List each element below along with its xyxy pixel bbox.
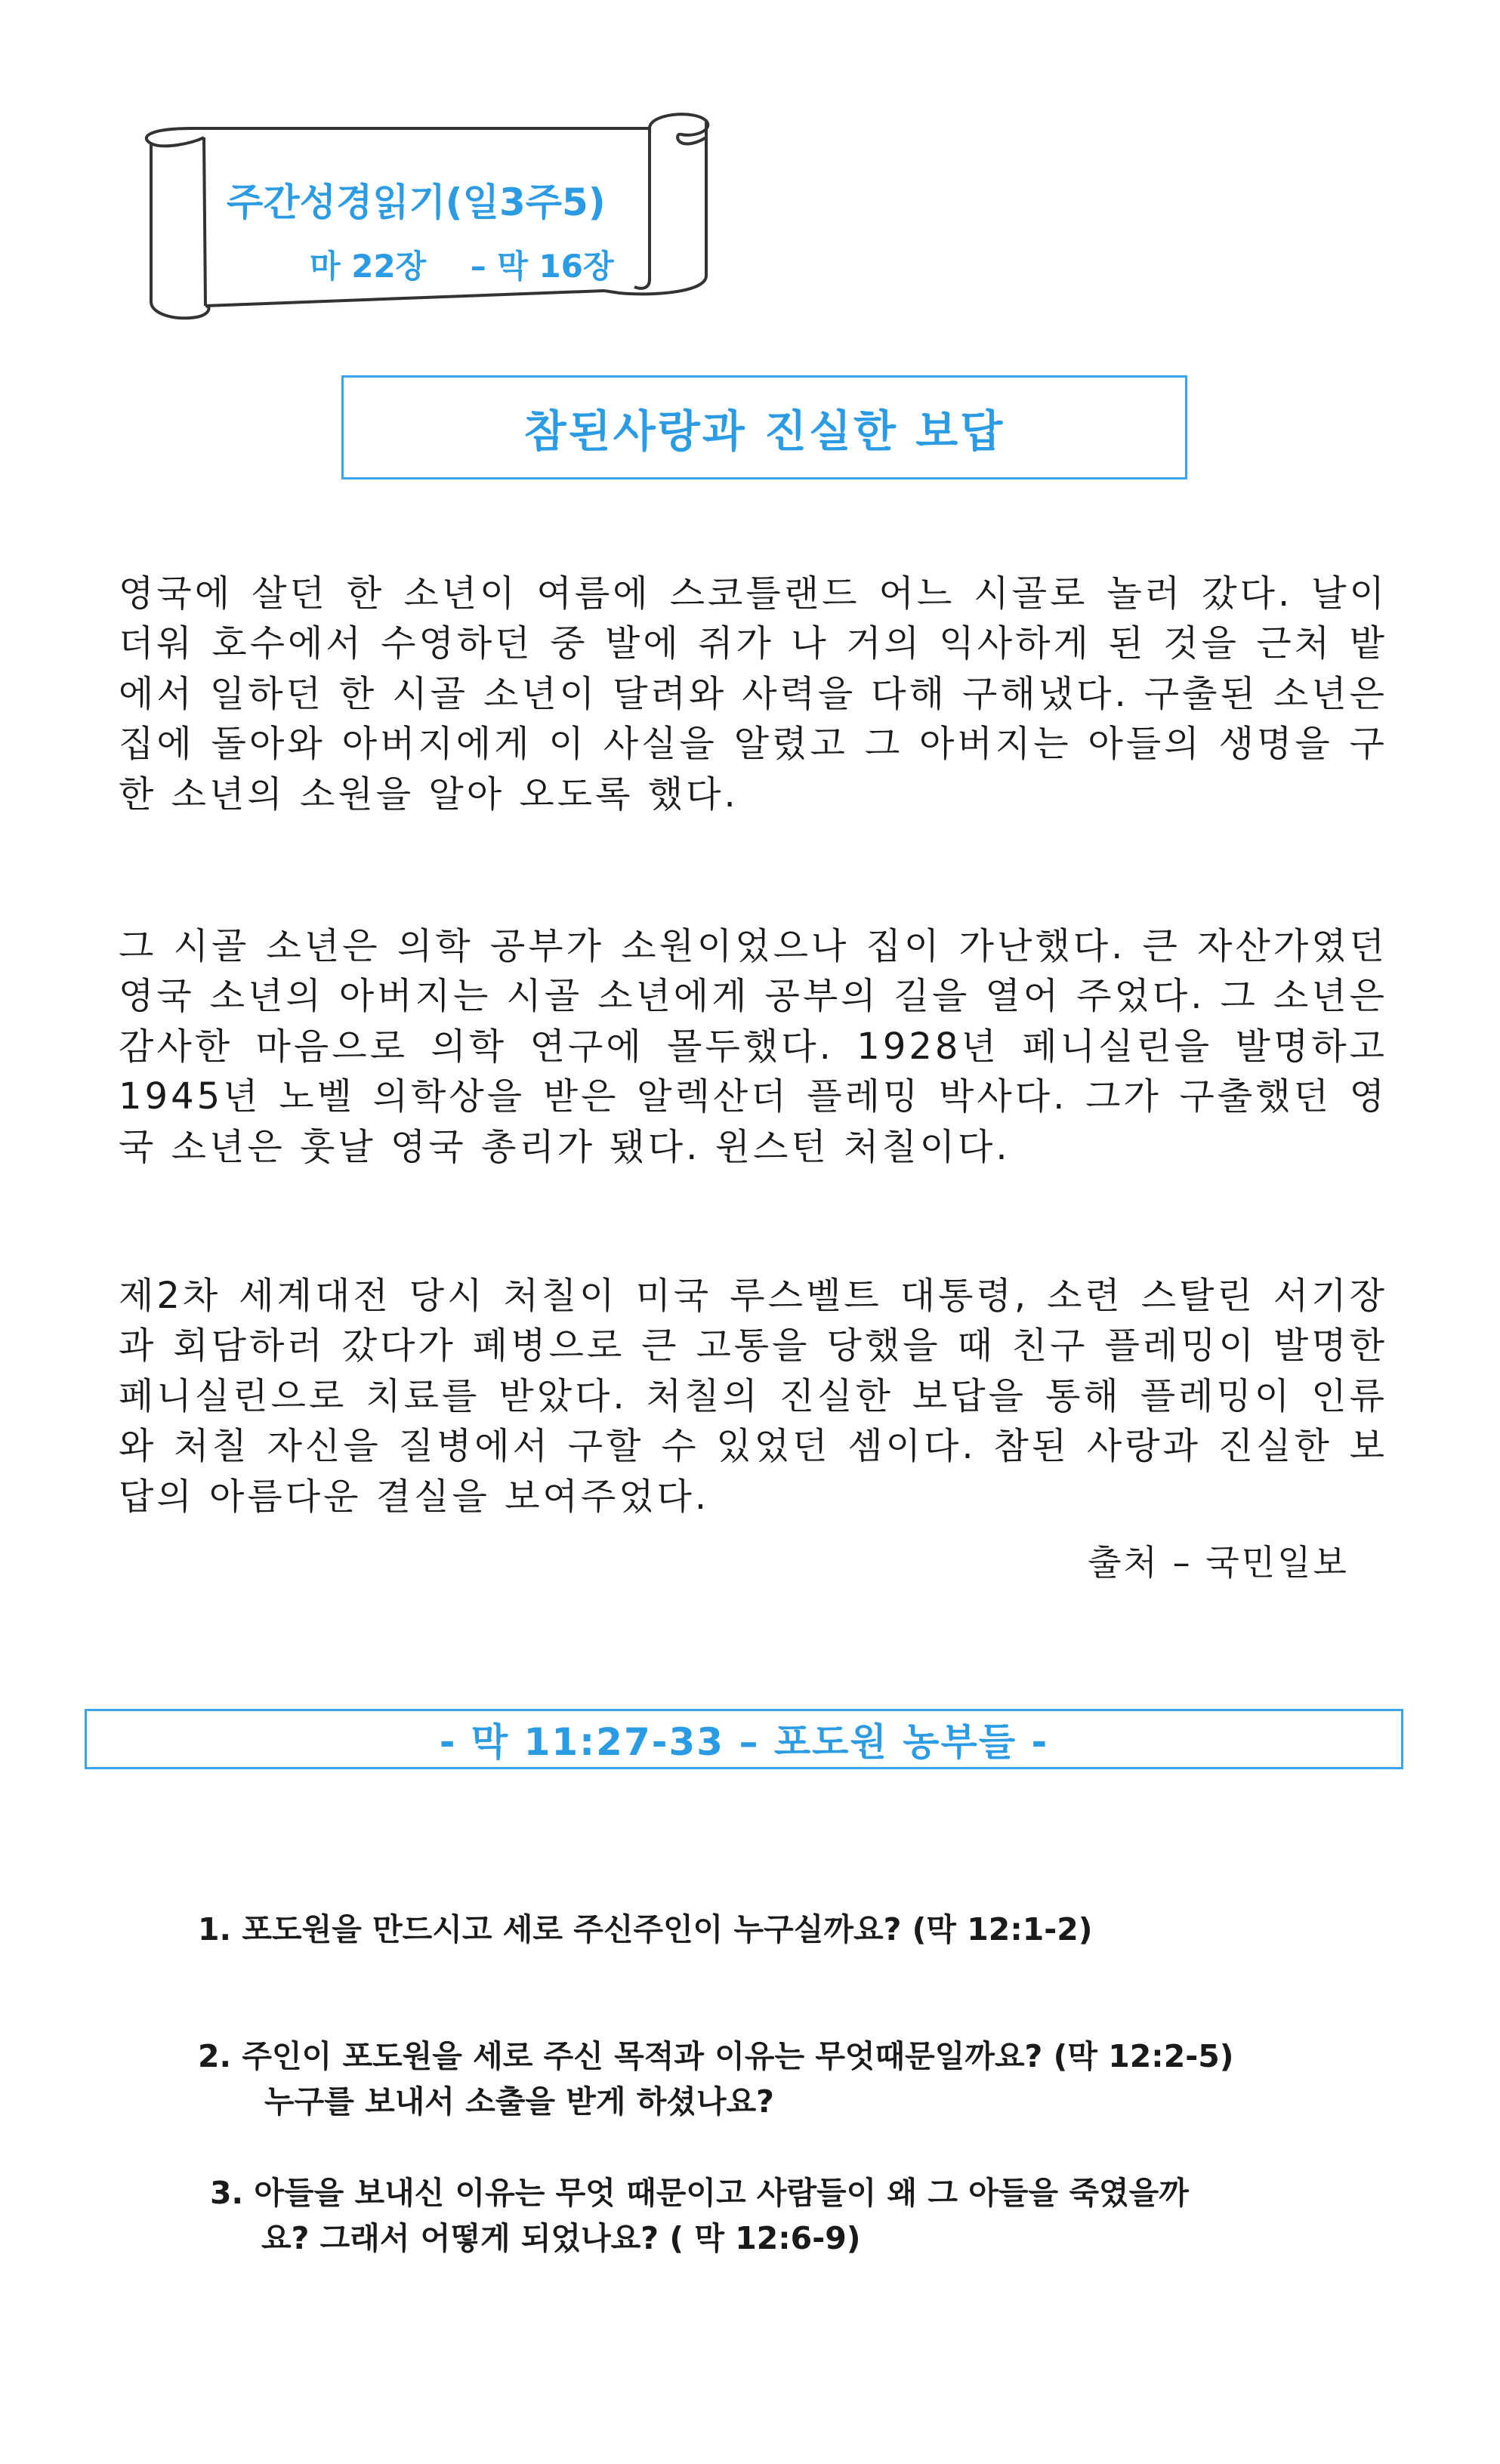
article-paragraph: 제2차 세계대전 당시 처칠이 미국 루스벨트 대통령, 소련 스탈린 서기장과 회담하러 갔다가 폐병으로 큰 고통을 당했을 때 친구 플레밍이 발명한 페니실린으로 치료를 받았다. 처칠의 진실한 보답을 통해 플레밍이 인류와 처칠 자신을 질병에서 구할 수 있었던 셈이다. 참된 사랑과 진실한 보답의 아름다운 결실을 보여주었다. (119, 1275, 1387, 1518)
article-source: 출처 – 국민일보 (1088, 1542, 1349, 1583)
article-paragraph: 그 시골 소년은 의학 공부가 소원이었으나 집이 가난했다. 큰 자산가였던 영국 소년의 아버지는 시골 소년에게 공부의 길을 열어 주었다. 그 소년은 감사한 마음으로 의학 연구에 몰두했다. 1928년 페니실린을 발명하고 1945년 노벨 의학상을 받은 알렉산더 플레밍 박사다. 그가 구출했던 영국 소년은 훗날 영국 총리가 됐다. 윈스턴 처칠이다. (119, 925, 1387, 1168)
article-title-box (341, 375, 1187, 480)
question-1 (198, 1907, 1093, 1952)
question-text-continued: 요? 그래서 어떻게 되었나요? ( 막 12:6-9) (261, 2220, 861, 2256)
scroll-title: 주간성경읽기(일3주5) (227, 180, 606, 224)
question-text: 1. 포도원을 만드시고 세로 주신주인이 누구실까요? (막 12:1-2) (198, 1911, 1093, 1947)
question-3 (210, 2170, 1189, 2261)
question-text: 3. 아들을 보내신 이유는 무엇 때문이고 사람들이 왜 그 아들을 죽였을까 (210, 2175, 1189, 2211)
article-title: 참된사랑과 진실한 보답 (523, 406, 1005, 457)
scroll-banner (121, 98, 725, 340)
passage-heading: - 막 11:27-33 – 포도원 농부들 - (439, 1720, 1049, 1764)
question-text: 2. 주인이 포도원을 세로 주신 목적과 이유는 무엇때문일까요? (막 12:2-5) (198, 2038, 1234, 2074)
question-2 (198, 2034, 1234, 2124)
passage-heading-box (85, 1709, 1403, 1769)
question-text-continued: 누구를 보내서 소출을 받게 하셨나요? (264, 2083, 774, 2120)
article-paragraph: 영국에 살던 한 소년이 여름에 스코틀랜드 어느 시골로 놀러 갔다. 날이 더워 호수에서 수영하던 중 발에 쥐가 나 거의 익사하게 된 것을 근처 밭에서 일하던 한 시골 소년이 달려와 사력을 다해 구해냈다. 구출된 소년은 집에 돌아와 아버지에게 이 사실을 알렸고 그 아버지는 아들의 생명을 구한 소년의 소원을 알아 오도록 했다. (119, 572, 1387, 816)
scroll-range: 마 22장 – 막 16장 (310, 248, 614, 285)
